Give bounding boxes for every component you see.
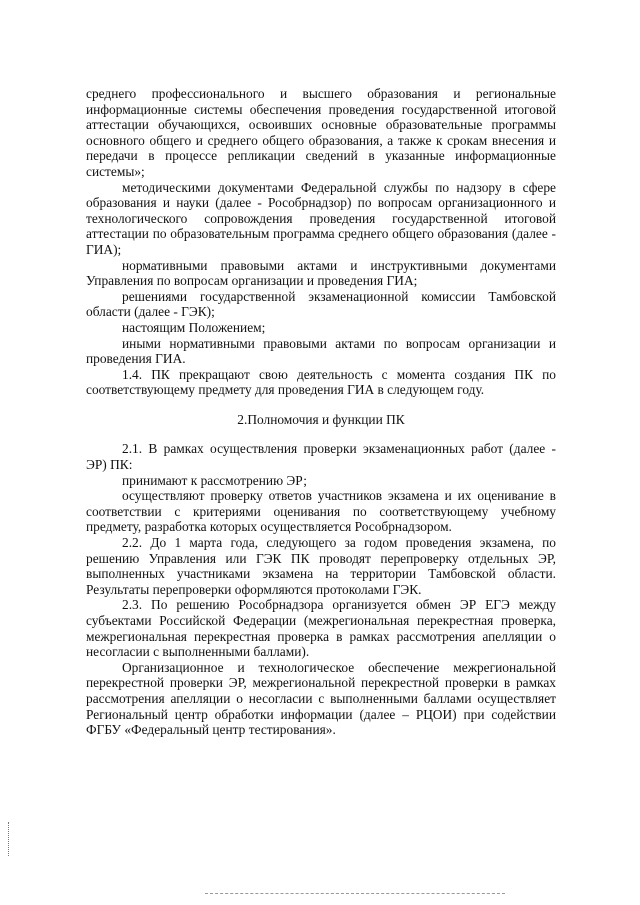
- scan-artifact: [8, 822, 12, 856]
- section-heading: 2.Полномочия и функции ПК: [237, 411, 405, 427]
- bottom-scan-line: [205, 893, 505, 894]
- paragraph-2-1: 2.1. В рамках осуществления проверки экзаменационных работ (далее - ЭР) ПК:: [86, 441, 556, 473]
- paragraph-methodical-documents: методическими документами Федеральной службы по надзору в сфере образования и науки (далее - Рособрнадзор) по вопросам организационного и технологического сопровождения проведения государственной итоговой аттестации по образовательным программа среднего общего образования (далее - ГИА);: [86, 179, 556, 257]
- paragraph-accept-er: принимают к рассмотрению ЭР;: [122, 472, 307, 488]
- paragraph-2-2: 2.2. До 1 марта года, следующего за годом проведения экзамена, по решению Управления или ГЭК ПК проводят перепроверку отдельных ЭР, выполненных участниками экзамена на территории Тамбовской области. Результаты перепроверки оформляются протоколами ГЭК.: [86, 535, 556, 597]
- paragraph-1-4: 1.4. ПК прекращают свою деятельность с момента создания ПК по соответствующему предмету для проведения ГИА в следующем году.: [86, 366, 556, 398]
- paragraph-regulatory-acts: нормативными правовыми актами и инструктивными документами Управления по вопросам организации и проведения ГИА;: [86, 257, 556, 289]
- paragraph-gek-decisions: решениями государственной экзаменационной комиссии Тамбовской области (далее - ГЭК);: [86, 288, 556, 320]
- paragraph-continuation: среднего профессионального и высшего образования и региональные информационные системы обеспечения проведения государственной итоговой аттестации обучающихся, освоивших основные образовательные программы основного общего и среднего общего образования, а также к срокам внесения и передачи в процессе репликации сведений в указанные информационные системы»;: [86, 86, 556, 179]
- paragraph-check-answers: осуществляют проверку ответов участников экзамена и их оценивание в соответствии с критериями оценивания по соответствующему учебному предмету, разработка которых осуществляется Рособрнадзором.: [86, 488, 556, 535]
- paragraph-other-acts: иными нормативными правовыми актами по вопросам организации и проведения ГИА.: [86, 335, 556, 367]
- paragraph-this-regulation: настоящим Положением;: [122, 319, 266, 335]
- paragraph-2-3: 2.3. По решению Рособрнадзора организуется обмен ЭР ЕГЭ между субъектами Российской Федерации (межрегиональная перекрестная проверка, межрегиональная перекрестная проверка в рамках рассмотрения апелляции о несогласии с выполненными баллами).: [86, 597, 556, 660]
- paragraph-organizational-support: Организационное и технологическое обеспечение межрегиональной перекрестной проверки ЭР, межрегиональной перекрестной проверки в рамках рассмотрения апелляции о несогласии с выполненными баллами осуществляет Региональный центр обработки информации (далее – РЦОИ) при содействии ФГБУ «Федеральный центр тестирования».: [86, 659, 556, 738]
- document-page: [86, 86, 556, 738]
